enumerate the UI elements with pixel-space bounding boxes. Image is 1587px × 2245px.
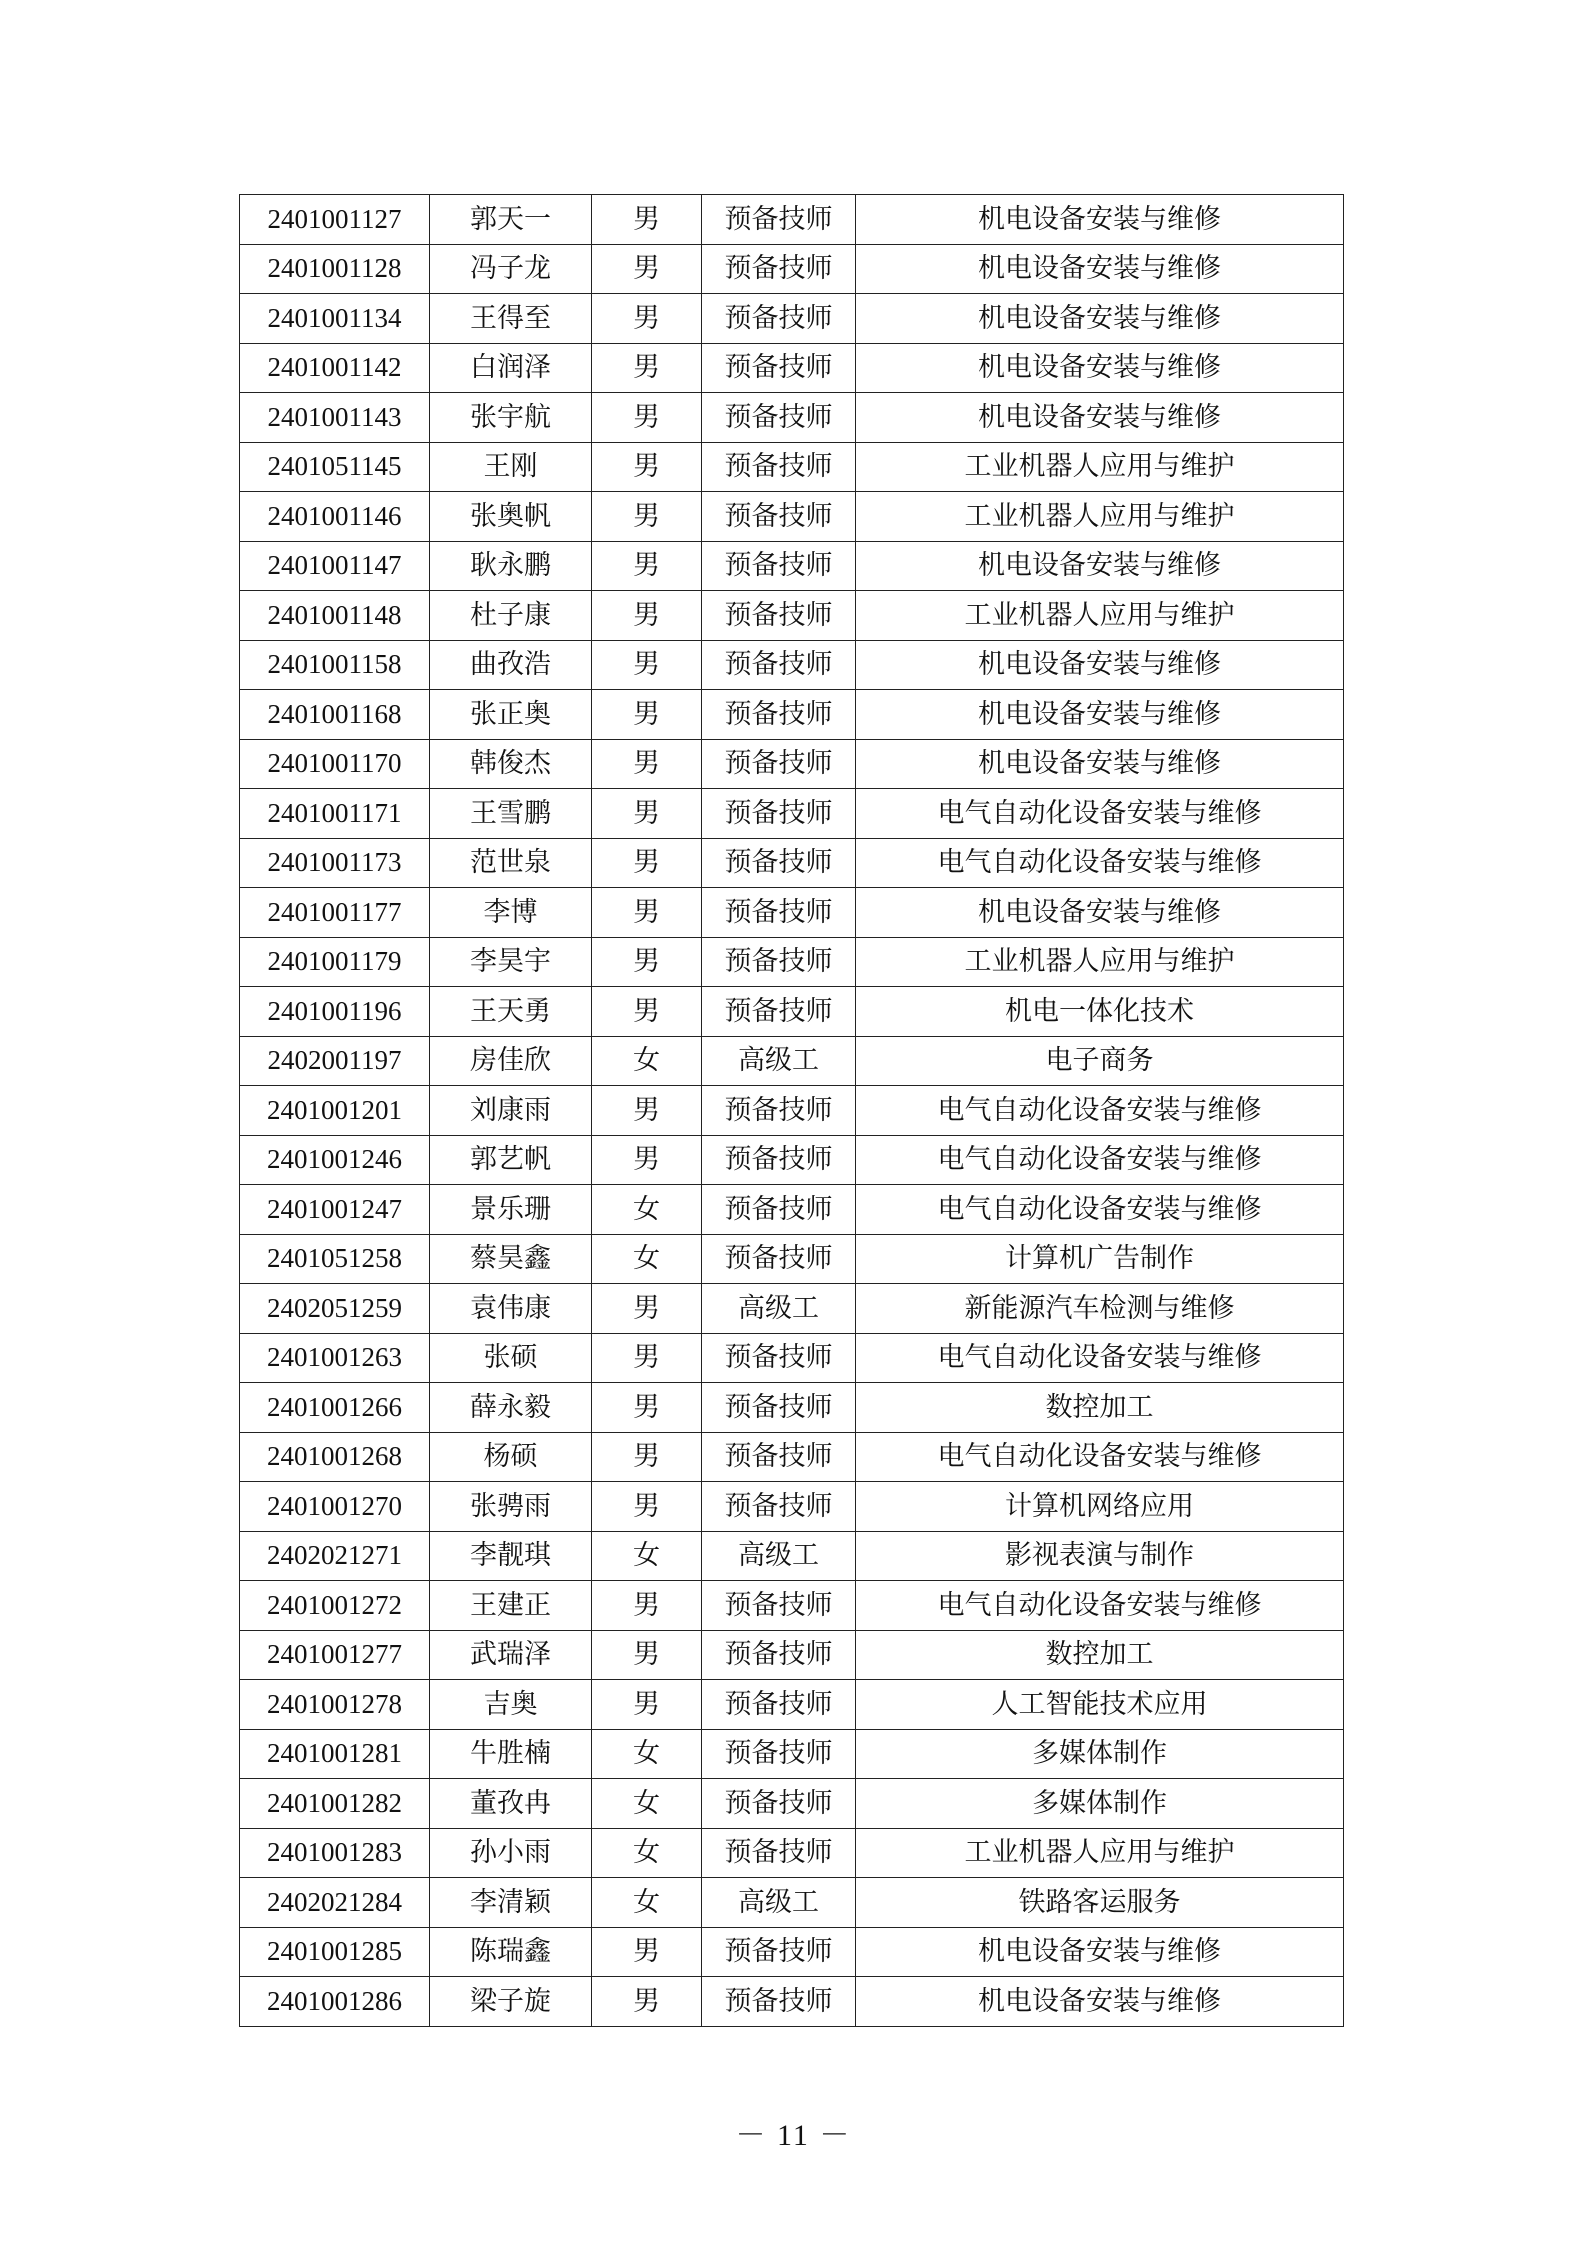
student-name-cell: 武瑞泽: [430, 1630, 592, 1680]
student-name-cell: 王刚: [430, 442, 592, 492]
student-name-cell: 王得至: [430, 294, 592, 344]
level-cell: 预备技师: [702, 987, 856, 1037]
gender-cell: 男: [592, 1432, 702, 1482]
student-name-cell: 郭艺帆: [430, 1135, 592, 1185]
student-id-cell: 2401001148: [240, 591, 430, 641]
student-id-cell: 2401001177: [240, 888, 430, 938]
level-cell: 预备技师: [702, 690, 856, 740]
major-cell: 机电设备安装与维修: [856, 541, 1344, 591]
table-row: [240, 492, 1344, 542]
major-cell: 多媒体制作: [856, 1729, 1344, 1779]
level-cell: 预备技师: [702, 1779, 856, 1829]
major-cell: 数控加工: [856, 1383, 1344, 1433]
level-cell: 高级工: [702, 1878, 856, 1928]
gender-cell: 男: [592, 1927, 702, 1977]
student-name-cell: 袁伟康: [430, 1284, 592, 1334]
major-cell: 电气自动化设备安装与维修: [856, 1581, 1344, 1631]
level-cell: 预备技师: [702, 1135, 856, 1185]
student-name-cell: 王天勇: [430, 987, 592, 1037]
major-cell: 电气自动化设备安装与维修: [856, 789, 1344, 839]
student-id-cell: 2401001134: [240, 294, 430, 344]
level-cell: 预备技师: [702, 888, 856, 938]
level-cell: 预备技师: [702, 1234, 856, 1284]
table-row: [240, 1878, 1344, 1928]
student-name-cell: 张正奥: [430, 690, 592, 740]
gender-cell: 男: [592, 1482, 702, 1532]
gender-cell: 女: [592, 1729, 702, 1779]
student-name-cell: 梁子旋: [430, 1977, 592, 2027]
table-row: [240, 591, 1344, 641]
student-name-cell: 薛永毅: [430, 1383, 592, 1433]
major-cell: 机电设备安装与维修: [856, 343, 1344, 393]
gender-cell: 男: [592, 1630, 702, 1680]
gender-cell: 男: [592, 838, 702, 888]
student-id-cell: 2401001272: [240, 1581, 430, 1631]
student-id-cell: 2402051259: [240, 1284, 430, 1334]
level-cell: 预备技师: [702, 442, 856, 492]
table-row: [240, 1284, 1344, 1334]
student-id-cell: 2401001127: [240, 195, 430, 245]
gender-cell: 男: [592, 343, 702, 393]
student-name-cell: 孙小雨: [430, 1828, 592, 1878]
student-id-cell: 2401001170: [240, 739, 430, 789]
level-cell: 预备技师: [702, 1432, 856, 1482]
table-row: [240, 838, 1344, 888]
student-id-cell: 2401001128: [240, 244, 430, 294]
student-name-cell: 白润泽: [430, 343, 592, 393]
student-name-cell: 杜子康: [430, 591, 592, 641]
major-cell: 电气自动化设备安装与维修: [856, 1333, 1344, 1383]
gender-cell: 男: [592, 244, 702, 294]
gender-cell: 男: [592, 442, 702, 492]
student-name-cell: 韩俊杰: [430, 739, 592, 789]
student-id-cell: 2402001197: [240, 1036, 430, 1086]
gender-cell: 男: [592, 789, 702, 839]
major-cell: 机电设备安装与维修: [856, 739, 1344, 789]
student-name-cell: 范世泉: [430, 838, 592, 888]
student-name-cell: 陈瑞鑫: [430, 1927, 592, 1977]
gender-cell: 女: [592, 1878, 702, 1928]
major-cell: 机电设备安装与维修: [856, 294, 1344, 344]
gender-cell: 男: [592, 393, 702, 443]
student-id-cell: 2401001283: [240, 1828, 430, 1878]
student-id-cell: 2401001142: [240, 343, 430, 393]
gender-cell: 男: [592, 690, 702, 740]
level-cell: 高级工: [702, 1284, 856, 1334]
student-id-cell: 2402021271: [240, 1531, 430, 1581]
gender-cell: 男: [592, 1977, 702, 2027]
student-name-cell: 冯子龙: [430, 244, 592, 294]
table-row: [240, 789, 1344, 839]
gender-cell: 男: [592, 987, 702, 1037]
table-row: [240, 1680, 1344, 1730]
student-id-cell: 2401001285: [240, 1927, 430, 1977]
major-cell: 铁路客运服务: [856, 1878, 1344, 1928]
student-id-cell: 2401001282: [240, 1779, 430, 1829]
table-row: [240, 1234, 1344, 1284]
student-name-cell: 杨硕: [430, 1432, 592, 1482]
student-id-cell: 2401001247: [240, 1185, 430, 1235]
table-row: [240, 1333, 1344, 1383]
major-cell: 影视表演与制作: [856, 1531, 1344, 1581]
level-cell: 预备技师: [702, 195, 856, 245]
gender-cell: 女: [592, 1828, 702, 1878]
level-cell: 预备技师: [702, 294, 856, 344]
major-cell: 机电设备安装与维修: [856, 244, 1344, 294]
student-id-cell: 2401001173: [240, 838, 430, 888]
gender-cell: 男: [592, 591, 702, 641]
student-id-cell: 2401001179: [240, 937, 430, 987]
student-id-cell: 2402021284: [240, 1878, 430, 1928]
major-cell: 计算机网络应用: [856, 1482, 1344, 1532]
major-cell: 机电设备安装与维修: [856, 195, 1344, 245]
gender-cell: 女: [592, 1036, 702, 1086]
table-row: [240, 1135, 1344, 1185]
major-cell: 电子商务: [856, 1036, 1344, 1086]
table-row: [240, 1482, 1344, 1532]
level-cell: 预备技师: [702, 1482, 856, 1532]
major-cell: 工业机器人应用与维护: [856, 591, 1344, 641]
table-row: [240, 343, 1344, 393]
student-name-cell: 李靓琪: [430, 1531, 592, 1581]
student-id-cell: 2401001263: [240, 1333, 430, 1383]
major-cell: 工业机器人应用与维护: [856, 937, 1344, 987]
table-row: [240, 1383, 1344, 1433]
student-id-cell: 2401001277: [240, 1630, 430, 1680]
student-id-cell: 2401001158: [240, 640, 430, 690]
table-row: [240, 1779, 1344, 1829]
student-name-cell: 耿永鹏: [430, 541, 592, 591]
level-cell: 预备技师: [702, 838, 856, 888]
gender-cell: 女: [592, 1531, 702, 1581]
gender-cell: 男: [592, 640, 702, 690]
student-id-cell: 2401001246: [240, 1135, 430, 1185]
major-cell: 电气自动化设备安装与维修: [856, 1185, 1344, 1235]
table-row: [240, 1185, 1344, 1235]
table-row: [240, 244, 1344, 294]
gender-cell: 女: [592, 1234, 702, 1284]
page-number: － 11 －: [735, 2119, 852, 2152]
student-name-cell: 刘康雨: [430, 1086, 592, 1136]
level-cell: 预备技师: [702, 1383, 856, 1433]
student-id-cell: 2401051258: [240, 1234, 430, 1284]
student-id-cell: 2401051145: [240, 442, 430, 492]
gender-cell: 男: [592, 888, 702, 938]
table-row: [240, 1036, 1344, 1086]
gender-cell: 男: [592, 1086, 702, 1136]
gender-cell: 男: [592, 1284, 702, 1334]
major-cell: 机电设备安装与维修: [856, 393, 1344, 443]
gender-cell: 男: [592, 937, 702, 987]
level-cell: 预备技师: [702, 1630, 856, 1680]
student-name-cell: 郭天一: [430, 195, 592, 245]
level-cell: 预备技师: [702, 1185, 856, 1235]
table-row: [240, 1729, 1344, 1779]
level-cell: 预备技师: [702, 492, 856, 542]
student-name-cell: 李博: [430, 888, 592, 938]
level-cell: 预备技师: [702, 640, 856, 690]
major-cell: 工业机器人应用与维护: [856, 492, 1344, 542]
student-name-cell: 李昊宇: [430, 937, 592, 987]
major-cell: 机电设备安装与维修: [856, 1927, 1344, 1977]
roster-body: [240, 195, 1344, 2027]
student-name-cell: 董孜冉: [430, 1779, 592, 1829]
table-row: [240, 1977, 1344, 2027]
major-cell: 电气自动化设备安装与维修: [856, 1086, 1344, 1136]
gender-cell: 男: [592, 1680, 702, 1730]
table-row: [240, 1531, 1344, 1581]
student-id-cell: 2401001268: [240, 1432, 430, 1482]
table-row: [240, 937, 1344, 987]
level-cell: 预备技师: [702, 244, 856, 294]
student-name-cell: 牛胜楠: [430, 1729, 592, 1779]
gender-cell: 男: [592, 1581, 702, 1631]
major-cell: 机电一体化技术: [856, 987, 1344, 1037]
level-cell: 预备技师: [702, 1828, 856, 1878]
student-name-cell: 张奥帆: [430, 492, 592, 542]
student-name-cell: 张宇航: [430, 393, 592, 443]
table-row: [240, 1432, 1344, 1482]
level-cell: 预备技师: [702, 937, 856, 987]
student-id-cell: 2401001286: [240, 1977, 430, 2027]
student-id-cell: 2401001266: [240, 1383, 430, 1433]
major-cell: 工业机器人应用与维护: [856, 442, 1344, 492]
level-cell: 预备技师: [702, 541, 856, 591]
student-id-cell: 2401001143: [240, 393, 430, 443]
student-id-cell: 2401001278: [240, 1680, 430, 1730]
student-roster-table: [239, 194, 1344, 2027]
major-cell: 机电设备安装与维修: [856, 888, 1344, 938]
table-row: [240, 640, 1344, 690]
student-id-cell: 2401001171: [240, 789, 430, 839]
level-cell: 预备技师: [702, 343, 856, 393]
level-cell: 预备技师: [702, 591, 856, 641]
major-cell: 工业机器人应用与维护: [856, 1828, 1344, 1878]
student-id-cell: 2401001146: [240, 492, 430, 542]
major-cell: 计算机广告制作: [856, 1234, 1344, 1284]
student-name-cell: 蔡昊鑫: [430, 1234, 592, 1284]
table-row: [240, 195, 1344, 245]
major-cell: 机电设备安装与维修: [856, 1977, 1344, 2027]
gender-cell: 男: [592, 1383, 702, 1433]
table-row: [240, 888, 1344, 938]
table-row: [240, 541, 1344, 591]
major-cell: 新能源汽车检测与维修: [856, 1284, 1344, 1334]
student-name-cell: 王雪鹏: [430, 789, 592, 839]
level-cell: 预备技师: [702, 1680, 856, 1730]
table-row: [240, 739, 1344, 789]
student-id-cell: 2401001201: [240, 1086, 430, 1136]
level-cell: 高级工: [702, 1036, 856, 1086]
major-cell: 机电设备安装与维修: [856, 690, 1344, 740]
gender-cell: 女: [592, 1185, 702, 1235]
level-cell: 高级工: [702, 1531, 856, 1581]
major-cell: 机电设备安装与维修: [856, 640, 1344, 690]
table-row: [240, 987, 1344, 1037]
major-cell: 电气自动化设备安装与维修: [856, 838, 1344, 888]
major-cell: 多媒体制作: [856, 1779, 1344, 1829]
level-cell: 预备技师: [702, 1333, 856, 1383]
table-row: [240, 1630, 1344, 1680]
major-cell: 电气自动化设备安装与维修: [856, 1432, 1344, 1482]
student-name-cell: 李清颖: [430, 1878, 592, 1928]
student-name-cell: 张骋雨: [430, 1482, 592, 1532]
table-row: [240, 1828, 1344, 1878]
table-row: [240, 294, 1344, 344]
student-id-cell: 2401001281: [240, 1729, 430, 1779]
table-row: [240, 1086, 1344, 1136]
table-row: [240, 690, 1344, 740]
table-row: [240, 1927, 1344, 1977]
student-name-cell: 房佳欣: [430, 1036, 592, 1086]
gender-cell: 男: [592, 541, 702, 591]
gender-cell: 男: [592, 739, 702, 789]
gender-cell: 男: [592, 492, 702, 542]
table-row: [240, 393, 1344, 443]
level-cell: 预备技师: [702, 1729, 856, 1779]
level-cell: 预备技师: [702, 1927, 856, 1977]
student-name-cell: 张硕: [430, 1333, 592, 1383]
student-id-cell: 2401001147: [240, 541, 430, 591]
student-id-cell: 2401001196: [240, 987, 430, 1037]
major-cell: 人工智能技术应用: [856, 1680, 1344, 1730]
gender-cell: 男: [592, 1135, 702, 1185]
level-cell: 预备技师: [702, 1977, 856, 2027]
gender-cell: 女: [592, 1779, 702, 1829]
level-cell: 预备技师: [702, 1086, 856, 1136]
student-name-cell: 吉奥: [430, 1680, 592, 1730]
student-id-cell: 2401001168: [240, 690, 430, 740]
table-row: [240, 442, 1344, 492]
gender-cell: 男: [592, 294, 702, 344]
gender-cell: 男: [592, 195, 702, 245]
level-cell: 预备技师: [702, 789, 856, 839]
level-cell: 预备技师: [702, 393, 856, 443]
student-name-cell: 景乐珊: [430, 1185, 592, 1235]
major-cell: 电气自动化设备安装与维修: [856, 1135, 1344, 1185]
student-id-cell: 2401001270: [240, 1482, 430, 1532]
table-row: [240, 1581, 1344, 1631]
student-name-cell: 曲孜浩: [430, 640, 592, 690]
gender-cell: 男: [592, 1333, 702, 1383]
level-cell: 预备技师: [702, 1581, 856, 1631]
major-cell: 数控加工: [856, 1630, 1344, 1680]
level-cell: 预备技师: [702, 739, 856, 789]
student-name-cell: 王建正: [430, 1581, 592, 1631]
